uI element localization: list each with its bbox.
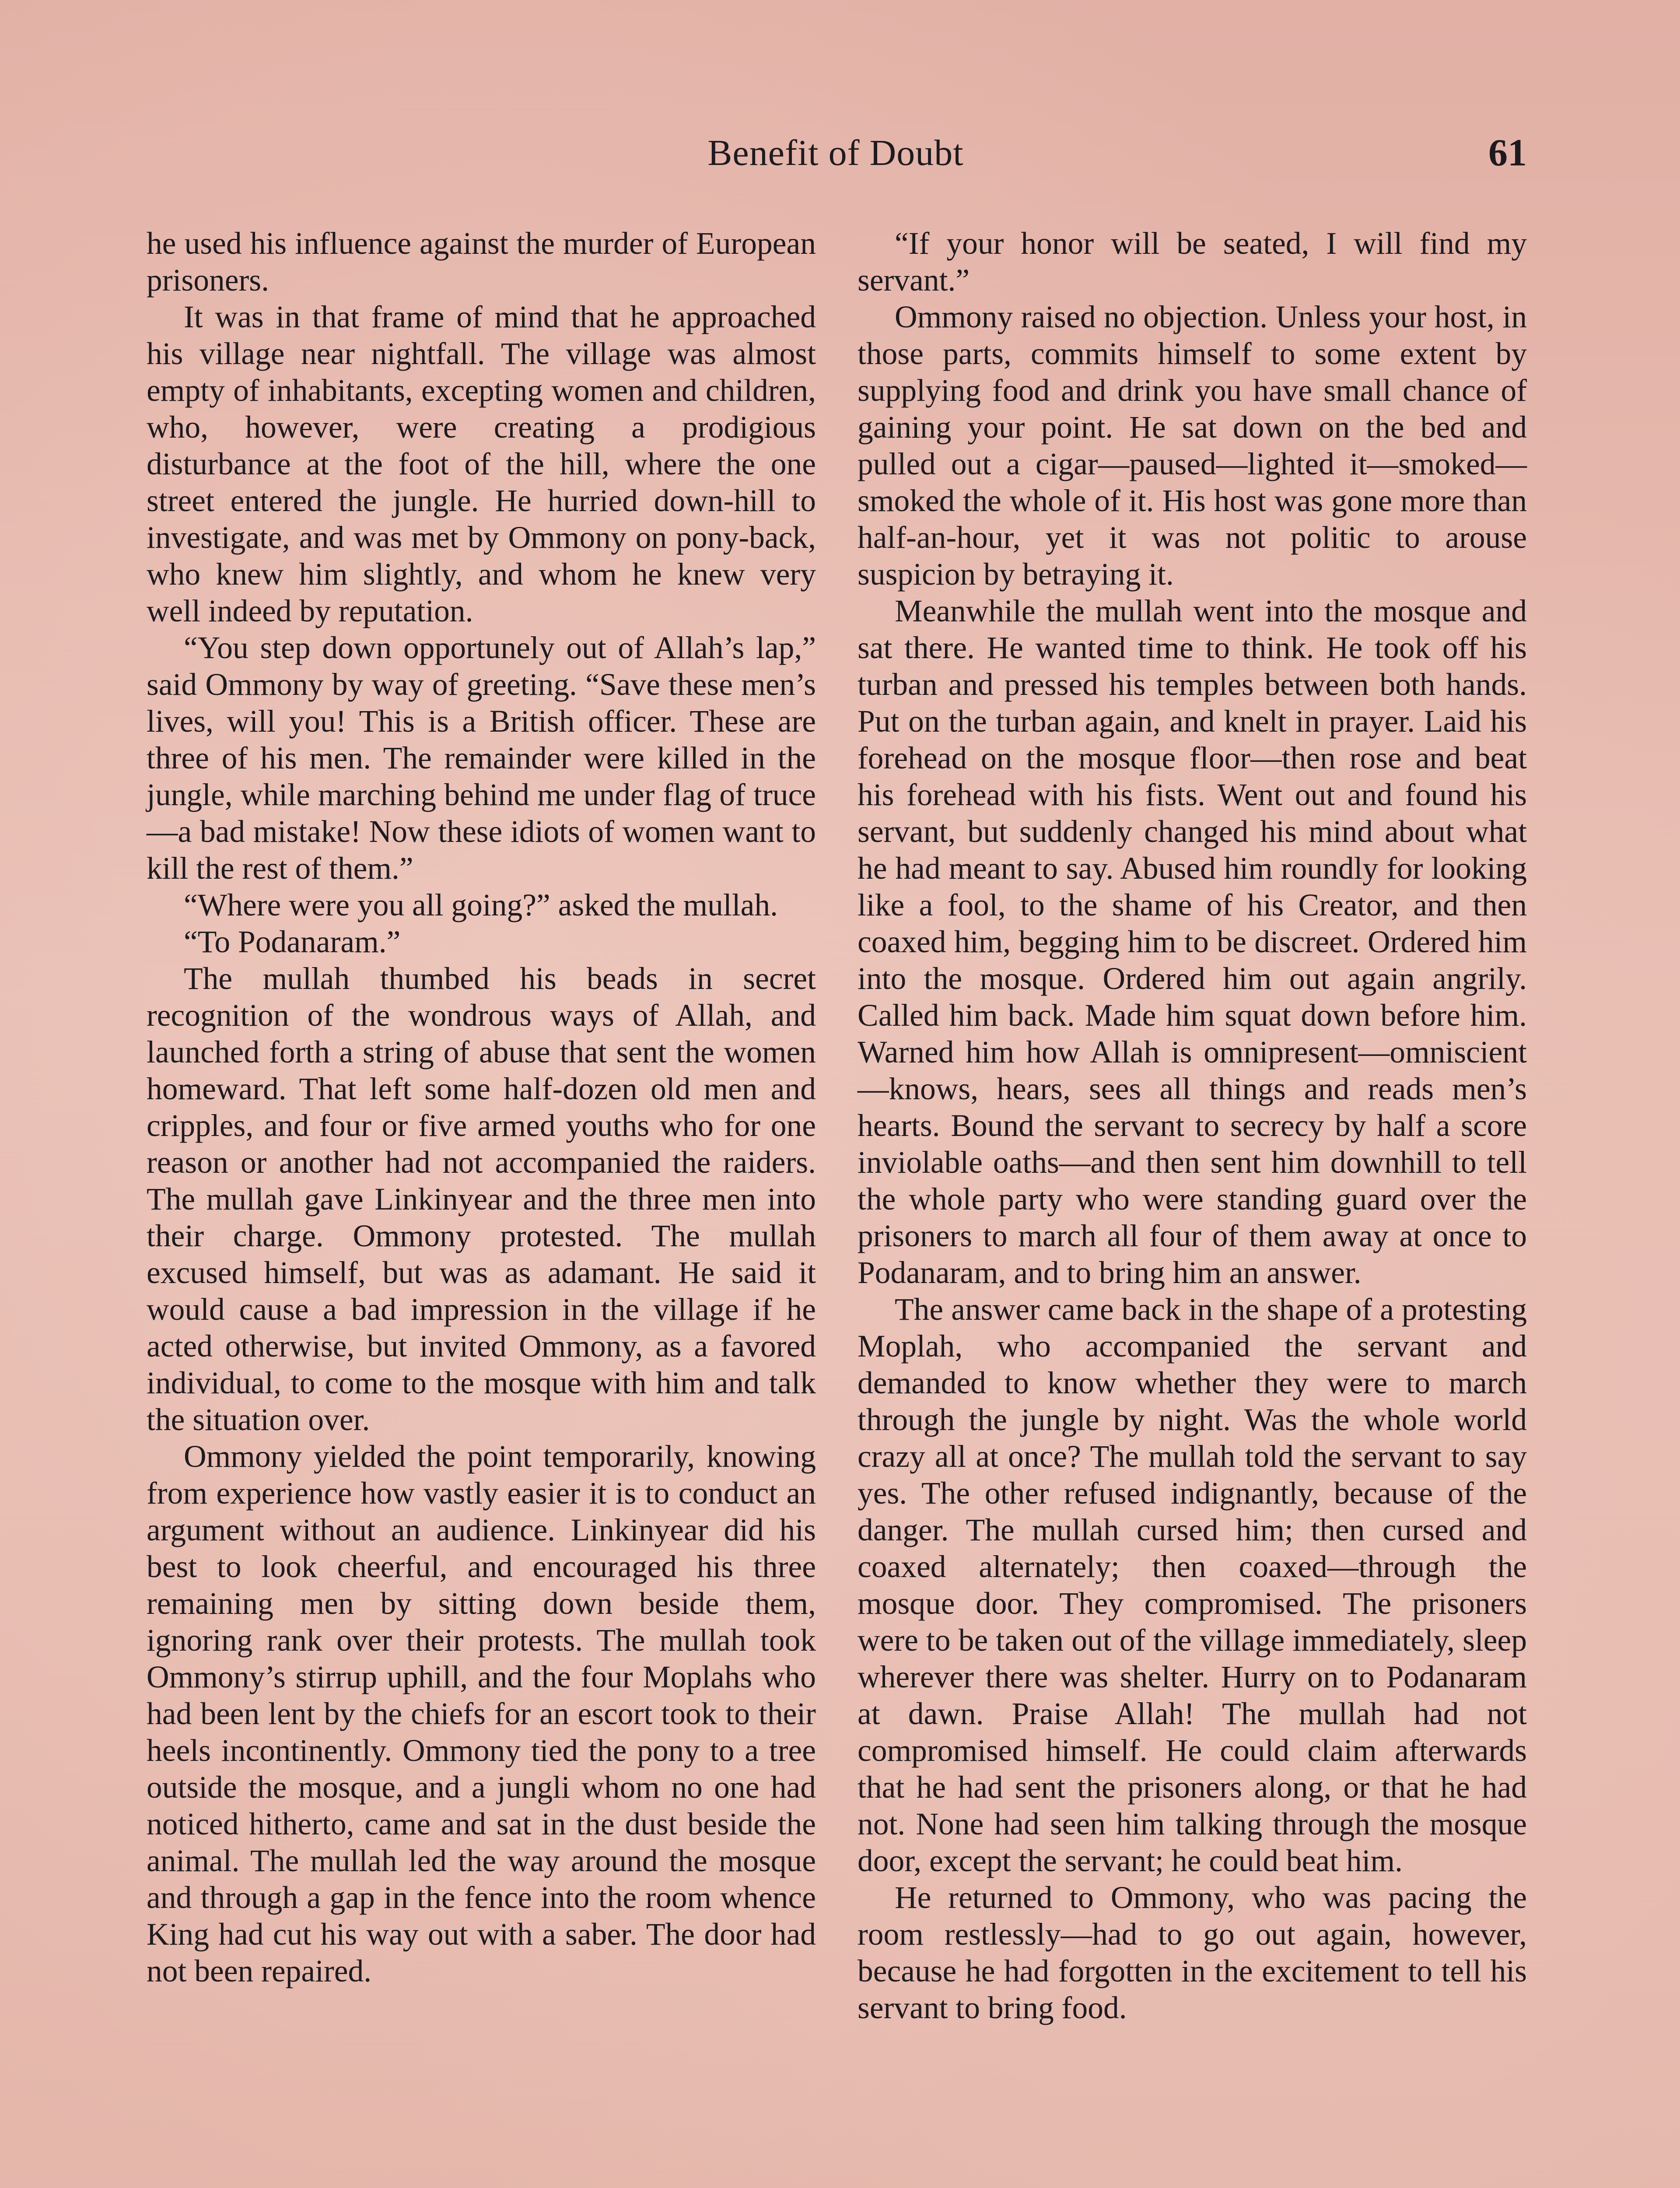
paragraph: “You step down opportunely out of Allah’s lap,” said Ommony by way of greeting. “Save these men’s lives, will you! This is a British officer. These are three of his men. The remainder were killed in the jungle, while marching behind me under flag of truce—a bad mistake! Now these idiots of women want to kill the rest of them.”	[147, 631, 816, 886]
paragraph: He returned to Ommony, who was pacing the room restlessly—had to go out again, however, because he had forgotten in the excitement to tell his servant to bring food.	[858, 1880, 1527, 2025]
paragraph: The mullah thumbed his beads in secret recognition of the wondrous ways of Allah, and launched forth a string of abuse that sent the women homeward. That left some half-dozen old men and cripples, and four or five armed youths who for one reason or another had not accompanied the raiders. The mullah gave Linkinyear and the three men into their charge. Ommony protested. The mullah excused himself, but was as adamant. He said it would cause a bad impression in the village if he acted otherwise, but invited Ommony, as a favored individual, to come to the mosque with him and talk the situation over.	[147, 961, 816, 1437]
paragraph: “To Podanaram.”	[184, 925, 401, 959]
paragraph: “Where were you all going?” asked the mullah.	[184, 888, 778, 922]
running-head	[144, 127, 1527, 179]
paragraph: he used his influence against the murder of European prisoners.	[147, 226, 816, 298]
running-title: Benefit of Doubt	[707, 133, 964, 173]
left-text-column	[147, 225, 816, 1990]
paragraph: It was in that frame of mind that he approached his village near nightfall. The village was almost empty of inhabitants, excepting women and children, who, however, were creating a prodigious disturbance at the foot of the hill, where the one street entered the jungle. He hurried down-hill to investigate, and was met by Ommony on pony-back, who knew him slightly, and whom he knew very well indeed by reputation.	[147, 300, 816, 628]
paragraph: Ommony raised no objection. Unless your host, in those parts, commits himself to some extent by supplying food and drink you have small chance of gaining your point. He sat down on the bed and pulled out a cigar—paused—lighted it—smoked—smoked the whole of it. His host was gone more than half-an-hour, yet it was not politic to arouse suspicion by betraying it.	[858, 300, 1527, 592]
right-text-column	[858, 225, 1527, 2027]
paragraph: “If your honor will be seated, I will find my servant.”	[858, 226, 1527, 298]
paragraph: The answer came back in the shape of a protesting Moplah, who accompanied the servant and demanded to know whether they were to march through the jungle by night. Was the whole world crazy all at once? The mullah told the servant to say yes. The other refused indignantly, because of the danger. The mullah cursed him; then cursed and coaxed alternately; then coaxed—through the mosque door. They compromised. The prisoners were to be taken out of the village immediately, sleep wherever there was shelter. Hurry on to Podanaram at dawn. Praise Allah! The mullah had not compromised himself. He could claim afterwards that he had sent the prisoners along, or that he had not. None had seen him talking through the mosque door, except the servant; he could beat him.	[858, 1292, 1527, 1878]
paragraph: Ommony yielded the point temporarily, knowing from experience how vastly easier it is to conduct an argument without an audience. Linkinyear did his best to look cheerful, and encouraged his three remaining men by sitting down beside them, ignoring rank over their protests. The mullah took Ommony’s stirrup uphill, and the four Moplahs who had been lent by the chiefs for an escort took to their heels incontinently. Ommony tied the pony to a tree outside the mosque, and a jungli whom no one had noticed hitherto, came and sat in the dust beside the animal. The mullah led the way around the mosque and through a gap in the fence into the room whence King had cut his way out with a saber. The door had not been repaired.	[147, 1439, 816, 1988]
page-number: 61	[1488, 132, 1527, 174]
paragraph: Meanwhile the mullah went into the mosque and sat there. He wanted time to think. He took off his turban and pressed his temples between both hands. Put on the turban again, and knelt in prayer. Laid his forehead on the mosque floor—then rose and beat his forehead with his fists. Went out and found his servant, but suddenly changed his mind about what he had meant to say. Abused him roundly for looking like a fool, to the shame of his Creator, and then coaxed him, begging him to be discreet. Ordered him into the mosque. Ordered him out again angrily. Called him back. Made him squat down before him. Warned him how Allah is omnipresent—omniscient—knows, hears, sees all things and reads men’s hearts. Bound the servant to secrecy by half a score inviolable oaths—and then sent him downhill to tell the whole party who were standing guard over the prisoners to march all four of them away at once to Podanaram, and to bring him an answer.	[858, 594, 1527, 1290]
